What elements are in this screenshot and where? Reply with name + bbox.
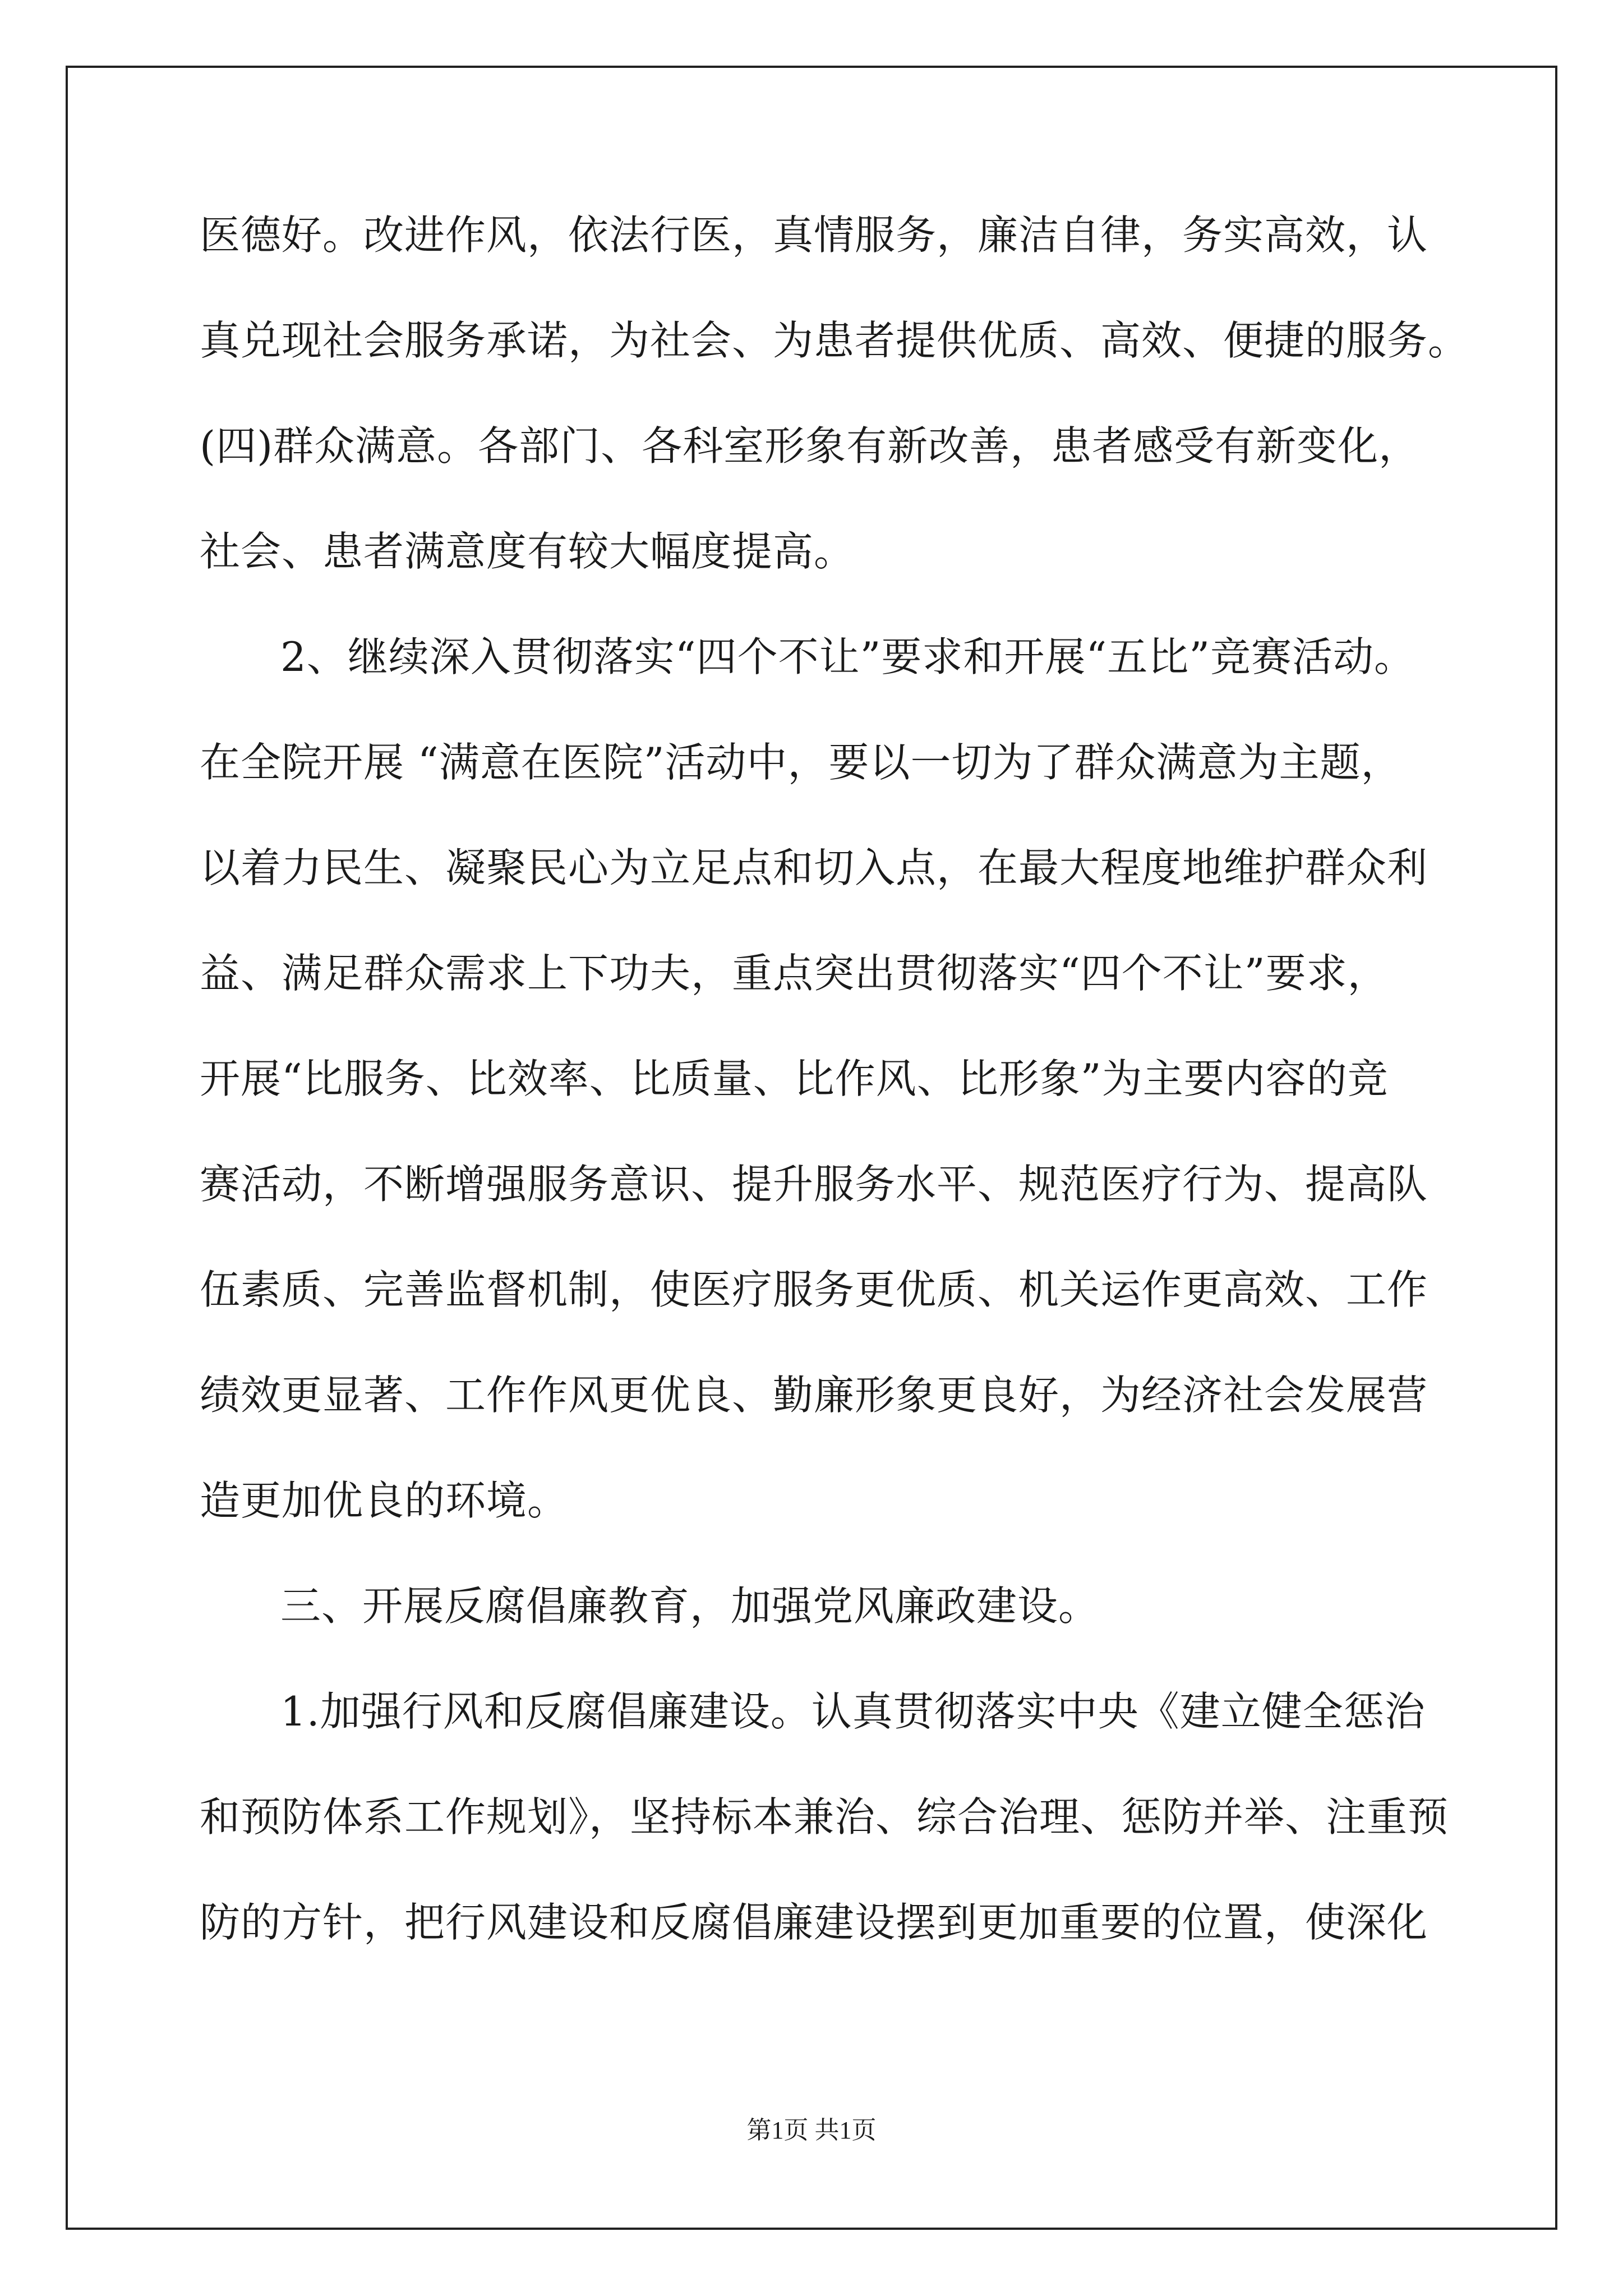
text-line: 在全院开展 “满意在医院”活动中，要以一切为了群众满意为主题， (200, 739, 1402, 786)
paragraph-start-line: 1.加强行风和反腐倡廉建设。认真贯彻落实中央《建立健全惩治 (280, 1688, 1426, 1735)
text-line: 伍素质、完善监督机制，使医疗服务更优质、机关运作更高效、工作 (200, 1266, 1428, 1313)
text-line: 赛活动，不断增强服务意识、提升服务水平、规范医疗行为、提高队 (200, 1161, 1428, 1208)
text-line: (四)群众满意。各部门、各科室形象有新改善，患者感受有新变化， (200, 422, 1420, 470)
text-line: 开展“比服务、比效率、比质量、比作风、比形象”为主要内容的竞 (200, 1055, 1389, 1102)
text-line: 真兑现社会服务承诺，为社会、为患者提供优质、高效、便捷的服务。 (200, 317, 1469, 364)
section-heading: 三、开展反腐倡廉教育，加强党风廉政建设。 (280, 1582, 1100, 1630)
text-line: 益、满足群众需求上下功夫，重点突出贯彻落实“四个不让”要求， (200, 950, 1389, 997)
text-line: 社会、患者满意度有较大幅度提高。 (200, 528, 855, 575)
text-line: 防的方针，把行风建设和反腐倡廉建设摆到更加重要的位置，使深化 (200, 1899, 1428, 1946)
text-line: 绩效更显著、工作作风更优良、勤廉形象更良好，为经济社会发展营 (200, 1372, 1428, 1419)
page-footer: 第1页 共1页 (746, 2116, 877, 2144)
text-line: 造更加优良的环境。 (200, 1477, 569, 1524)
text-line: 医德好。改进作风，依法行医，真情服务，廉洁自律，务实高效，认 (200, 211, 1428, 259)
text-line: 和预防体系工作规划》，坚持标本兼治、综合治理、惩防并举、注重预 (200, 1793, 1449, 1841)
text-line: 以着力民生、凝聚民心为立足点和切入点，在最大程度地维护群众利 (200, 844, 1428, 891)
paragraph-start-line: 2、继续深入贯彻落实“四个不让”要求和开展“五比”竞赛活动。 (280, 633, 1415, 680)
